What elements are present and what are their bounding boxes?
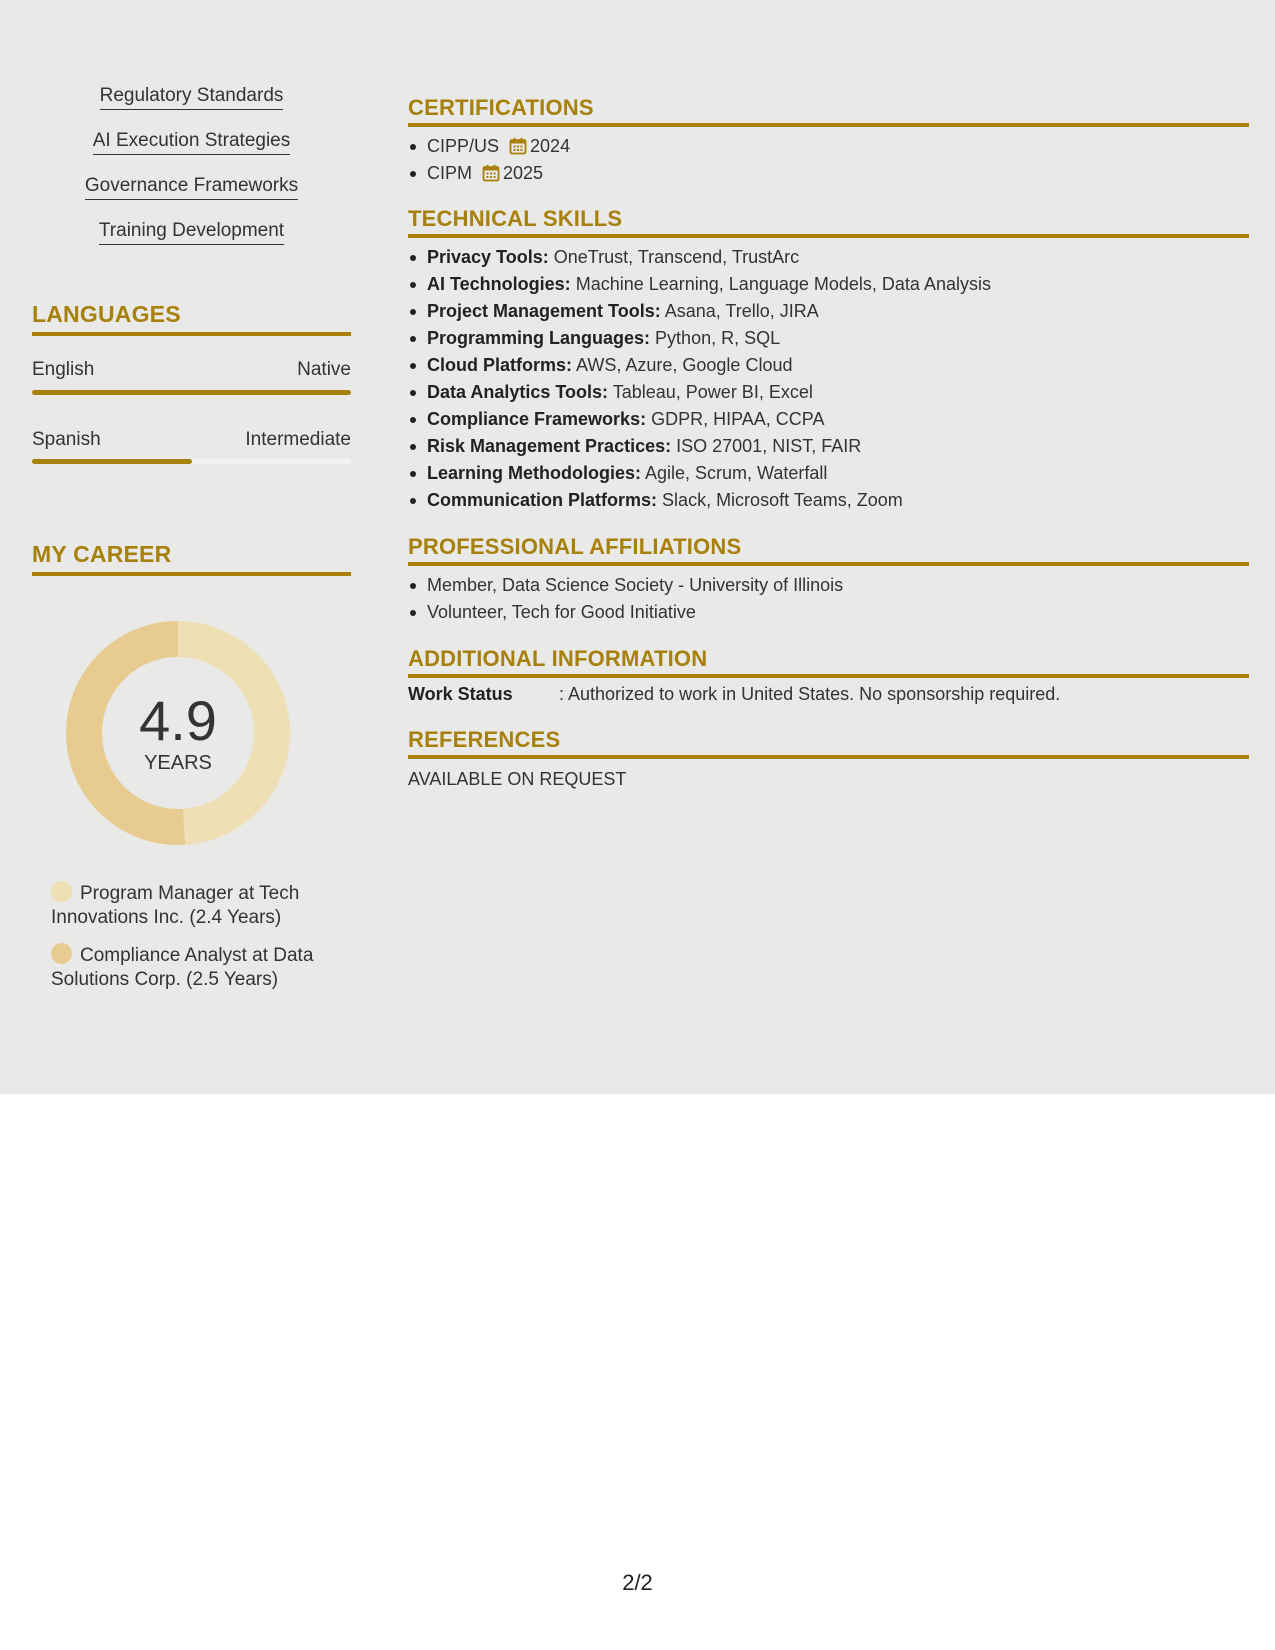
language-bar — [32, 459, 351, 464]
languages-section — [32, 300, 351, 336]
language-bar-fill — [32, 459, 192, 464]
skill-label: Learning Methodologies: — [427, 463, 641, 483]
page-number: 2/2 — [622, 1570, 653, 1595]
certification-year: 2025 — [503, 163, 544, 183]
technical-skills-list — [408, 244, 1249, 514]
references-text: AVAILABLE ON REQUEST — [408, 769, 627, 789]
work-status-label: Work Status — [408, 684, 513, 704]
language-name: English — [32, 359, 95, 380]
skill-link[interactable]: Regulatory Standards — [100, 84, 284, 110]
skill-link[interactable]: AI Execution Strategies — [93, 129, 291, 155]
language-bar — [32, 390, 351, 395]
skill-label: Communication Platforms: — [427, 490, 658, 510]
additional-info-section — [408, 646, 1249, 705]
skill-item — [427, 406, 1249, 433]
language-bar-fill — [32, 390, 351, 395]
legend-dot — [51, 881, 72, 902]
skill-value: Agile, Scrum, Waterfall — [645, 463, 828, 483]
skill-item — [427, 379, 1249, 406]
calendar-icon — [482, 163, 500, 181]
affiliation-item: Member, Data Science Society - University of Illinois — [427, 572, 1249, 599]
skill-item — [427, 271, 1249, 298]
skill-link[interactable]: Training Development — [99, 219, 284, 245]
skill-label: AI Technologies: — [427, 274, 571, 294]
affiliations-list — [408, 572, 1249, 626]
section-title: LANGUAGES — [32, 300, 351, 336]
skill-item — [427, 298, 1249, 325]
affiliation-item: Volunteer, Tech for Good Initiative — [427, 599, 1249, 626]
certifications-list — [408, 133, 1249, 187]
legend-label: Compliance Analyst at Data Solutions Corp. (2.5 Years) — [51, 945, 314, 990]
skill-item — [427, 325, 1249, 352]
certification-name: CIPM — [427, 163, 472, 183]
skill-value: Python, R, SQL — [655, 328, 781, 348]
career-total-years: 4.9 — [139, 689, 217, 752]
work-status-value: : Authorized to work in United States. No sponsorship required. — [559, 684, 1061, 704]
section-title: REFERENCES — [408, 727, 1249, 759]
career-section — [32, 540, 351, 576]
skill-label: Risk Management Practices: — [427, 436, 672, 456]
skill-value: GDPR, HIPAA, CCPA — [651, 409, 825, 429]
skill-value: Asana, Trello, JIRA — [664, 301, 819, 321]
language-name: Spanish — [32, 429, 101, 450]
skills-list — [32, 84, 351, 264]
skill-value: AWS, Azure, Google Cloud — [576, 355, 793, 375]
career-total-unit: YEARS — [144, 752, 212, 774]
certification-name: CIPP/US — [427, 136, 500, 156]
language-level: Intermediate — [245, 429, 351, 450]
certification-item — [427, 133, 1249, 160]
certification-item — [427, 160, 1249, 187]
skill-value: Tableau, Power BI, Excel — [612, 382, 813, 402]
language-level: Native — [297, 359, 351, 380]
skill-label: Programming Languages: — [427, 328, 651, 348]
skill-item — [427, 352, 1249, 379]
career-legend-item — [51, 943, 351, 992]
section-title: PROFESSIONAL AFFILIATIONS — [408, 534, 1249, 566]
skill-value: Slack, Microsoft Teams, Zoom — [662, 490, 903, 510]
skill-item — [427, 487, 1249, 514]
career-donut-chart — [66, 621, 290, 845]
section-title: TECHNICAL SKILLS — [408, 206, 1249, 238]
skill-label: Data Analytics Tools: — [427, 382, 609, 402]
section-title: ADDITIONAL INFORMATION — [408, 646, 1249, 678]
career-legend-item — [51, 881, 351, 930]
donut-center — [66, 621, 290, 845]
affiliations-section — [408, 534, 1249, 626]
legend-dot — [51, 943, 72, 964]
certifications-section — [408, 95, 1249, 187]
work-status-row — [408, 684, 1249, 705]
references-section — [408, 727, 1249, 790]
skill-label: Privacy Tools: — [427, 247, 549, 267]
skill-label: Cloud Platforms: — [427, 355, 573, 375]
skill-item — [427, 244, 1249, 271]
skill-item — [427, 433, 1249, 460]
skill-value: OneTrust, Transcend, TrustArc — [553, 247, 800, 267]
skill-value: ISO 27001, NIST, FAIR — [676, 436, 862, 456]
section-title: MY CAREER — [32, 540, 351, 576]
skill-link[interactable]: Governance Frameworks — [85, 174, 298, 200]
skill-value: Machine Learning, Language Models, Data Analysis — [575, 274, 991, 294]
section-title: CERTIFICATIONS — [408, 95, 1249, 127]
technical-skills-section — [408, 206, 1249, 514]
skill-item — [427, 460, 1249, 487]
legend-label: Program Manager at Tech Innovations Inc. (2.4 Years) — [51, 883, 300, 928]
calendar-icon — [509, 136, 527, 154]
certification-year: 2024 — [530, 136, 571, 156]
skill-label: Compliance Frameworks: — [427, 409, 647, 429]
skill-label: Project Management Tools: — [427, 301, 661, 321]
